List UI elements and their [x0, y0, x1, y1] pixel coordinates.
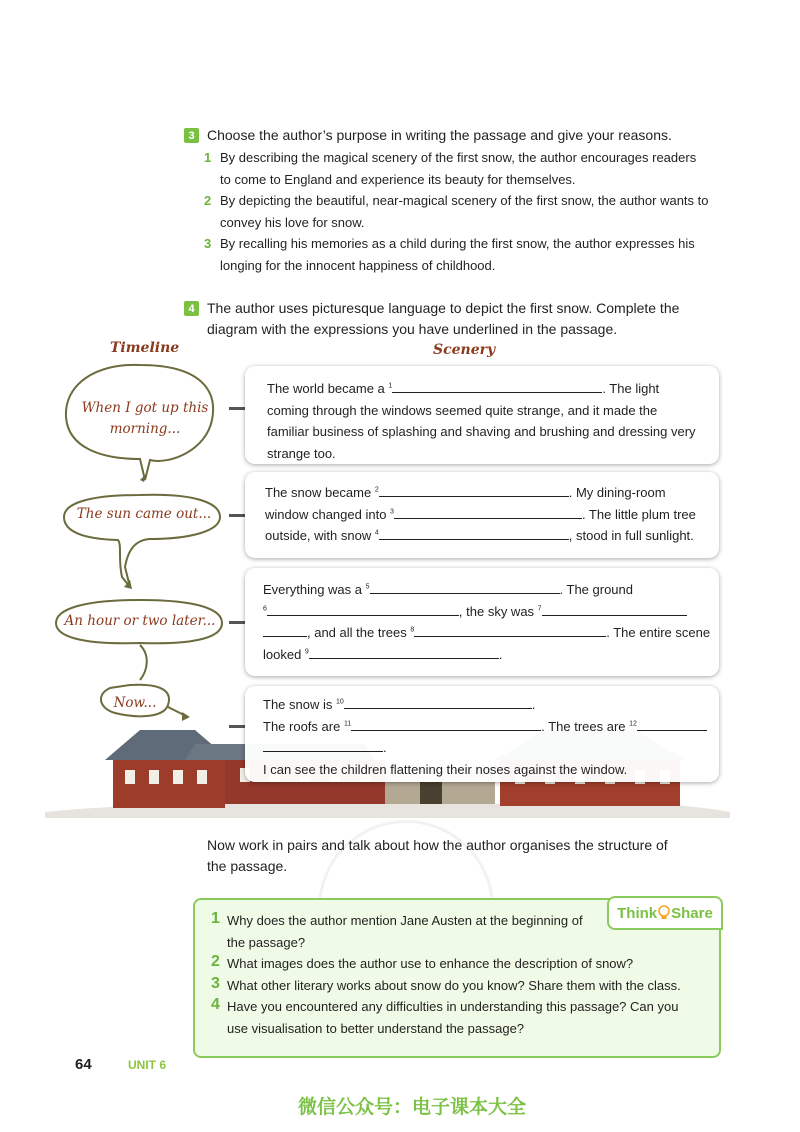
think-share-label	[607, 896, 723, 930]
scenery-text: . The ground	[559, 582, 633, 597]
scenery-text: . The little plum tree	[581, 506, 696, 522]
question-4-title	[207, 298, 767, 340]
scenery-line	[265, 504, 713, 526]
question-4-badge: 4	[184, 301, 199, 316]
blank-number: 8	[410, 626, 415, 634]
think-share-item-2	[211, 953, 711, 975]
scenery-text: . The entire scene	[606, 625, 711, 640]
answer-blank-2[interactable]	[379, 482, 569, 497]
item-number: 4	[211, 996, 220, 1013]
scenery-text: . The light	[602, 381, 660, 396]
scenery-line	[263, 737, 715, 759]
item-text: the passage?	[227, 934, 306, 950]
answer-blank-7-continued[interactable]	[263, 622, 307, 637]
answer-blank-1[interactable]	[392, 378, 602, 393]
lightbulb-icon	[658, 905, 670, 921]
scenery-line	[263, 622, 715, 644]
answer-blank-10[interactable]	[344, 694, 532, 709]
question-3-options	[204, 147, 724, 276]
timeline-text: When I got up this	[81, 400, 209, 416]
scenery-line	[263, 716, 715, 738]
scenery-box-2	[245, 472, 719, 558]
scenery-text: , and all the trees	[307, 625, 411, 640]
timeline-header: Timeline	[110, 340, 180, 356]
scenery-line	[263, 601, 715, 623]
option-text: By recalling his memories as a child during the first snow, the author expresses his	[220, 236, 695, 251]
scenery-line	[265, 482, 713, 504]
scenery-text: .	[498, 646, 503, 662]
option-text: By describing the magical scenery of the first snow, the author encourages readers	[220, 150, 697, 165]
item-number: 3	[211, 974, 220, 992]
scenery-text: , the sky was	[458, 603, 538, 619]
scenery-text: , stood in full sunlight.	[568, 528, 694, 543]
option-text: By depicting the beautiful, near-magical scenery of the first snow, the author wants to	[220, 193, 709, 208]
item-text: use visualisation to better understand the passage?	[227, 1020, 525, 1036]
blank-number: 7	[537, 605, 542, 613]
question-3-badge: 3	[184, 128, 199, 143]
scenery-text: The world became a	[267, 381, 389, 396]
option-number: 3	[204, 236, 212, 251]
scenery-box-1	[245, 366, 719, 464]
answer-blank-6[interactable]	[267, 601, 459, 616]
answer-blank-3[interactable]	[394, 504, 582, 519]
discussion-line: Now work in pairs and talk about how the author organises the structure of	[207, 837, 668, 853]
item-number: 2	[211, 953, 220, 970]
unit-label: UNIT 6	[128, 1058, 167, 1072]
blank-number: 1	[388, 382, 393, 390]
scenery-line: familiar business of splashing and shaving and brushing and dressing very	[267, 424, 696, 439]
answer-blank-8[interactable]	[414, 622, 606, 637]
option-text: convey his love for snow.	[220, 214, 365, 230]
scenery-text: window changed into	[265, 506, 391, 522]
timeline-text: morning...	[109, 421, 181, 437]
scenery-text: .	[383, 740, 387, 755]
answer-blank-4[interactable]	[379, 525, 569, 540]
scenery-line	[263, 579, 715, 601]
option-text: longing for the innocent happiness of childhood.	[220, 257, 496, 273]
think-share-item-4	[211, 996, 711, 1039]
scenery-line	[263, 694, 715, 716]
option-number: 2	[204, 193, 212, 208]
question-4-line: The author uses picturesque language to depict the first snow. Complete the	[207, 300, 680, 316]
item-text: What images does the author use to enhance the description of snow?	[227, 956, 634, 971]
timeline-item-1	[80, 398, 210, 440]
think-label: Think	[617, 904, 658, 922]
blank-number: 2	[374, 486, 379, 494]
share-label: Share	[671, 904, 713, 922]
watermark-text: 微信公众号：电子课本大全	[298, 1097, 527, 1118]
scenery-text: looked	[263, 646, 305, 662]
scenery-header: Scenery	[433, 342, 496, 358]
blank-number: 11	[343, 720, 352, 728]
option-text: to come to England and experience its beauty for themselves.	[220, 171, 576, 187]
scenery-line: strange too.	[267, 445, 336, 461]
answer-blank-12[interactable]	[637, 716, 707, 731]
bubble-connector	[140, 645, 147, 680]
scenery-text: The snow is	[263, 697, 336, 712]
blank-number: 3	[390, 508, 394, 516]
scenery-text: outside, with snow	[265, 528, 375, 543]
scenery-line	[263, 644, 715, 666]
blank-number: 6	[263, 605, 267, 613]
connector-dash	[229, 407, 245, 410]
scenery-text: . The trees are	[541, 718, 630, 734]
scenery-line	[267, 378, 707, 400]
answer-blank-11[interactable]	[351, 716, 541, 731]
scenery-text: The roofs are	[263, 718, 344, 734]
timeline-item-2: The sun came out...	[76, 506, 212, 522]
scenery-text: .	[531, 697, 536, 712]
item-number: 1	[211, 910, 220, 927]
item-text: Why does the author mention Jane Austen at the beginning of	[227, 913, 583, 928]
page-number: 64	[75, 1056, 92, 1073]
blank-number: 9	[304, 648, 309, 656]
answer-blank-7[interactable]	[542, 601, 687, 616]
option-3	[204, 233, 724, 276]
answer-blank-9[interactable]	[309, 644, 499, 659]
item-text: What other literary works about snow do you know? Share them with the class.	[227, 977, 681, 993]
discussion-line: the passage.	[207, 858, 288, 874]
option-number: 1	[204, 150, 212, 165]
scenery-text: . My dining-room	[568, 485, 666, 500]
scenery-box-3	[245, 568, 719, 676]
scenery-box-4	[245, 686, 719, 782]
scenery-text: The snow became	[265, 485, 375, 500]
answer-blank-5[interactable]	[370, 579, 560, 594]
blank-number: 5	[365, 583, 370, 591]
timeline-item-3: An hour or two later...	[64, 613, 216, 629]
option-1	[204, 147, 724, 190]
scenery-text: Everything was a	[263, 582, 366, 597]
timeline-item-4: Now...	[113, 695, 157, 711]
scenery-line	[265, 525, 713, 547]
blank-number: 10	[335, 698, 344, 706]
blank-number: 4	[374, 529, 379, 537]
connector-dash	[229, 621, 245, 624]
blank-number: 12	[629, 720, 637, 728]
option-2	[204, 190, 724, 233]
question-4-line: diagram with the expressions you have underlined in the passage.	[207, 321, 618, 337]
question-3-title: Choose the author’s purpose in writing the passage and give your reasons.	[207, 127, 672, 143]
answer-blank-12-continued[interactable]	[263, 737, 383, 752]
scenery-line: coming through the windows seemed quite strange, and it made the	[267, 402, 658, 418]
think-share-item-3	[211, 975, 711, 997]
connector-dash	[229, 514, 245, 517]
item-text: Have you encountered any difficulties in understanding this passage? Can you	[227, 999, 679, 1014]
scenery-line: I can see the children flattening their noses against the window.	[263, 761, 628, 777]
